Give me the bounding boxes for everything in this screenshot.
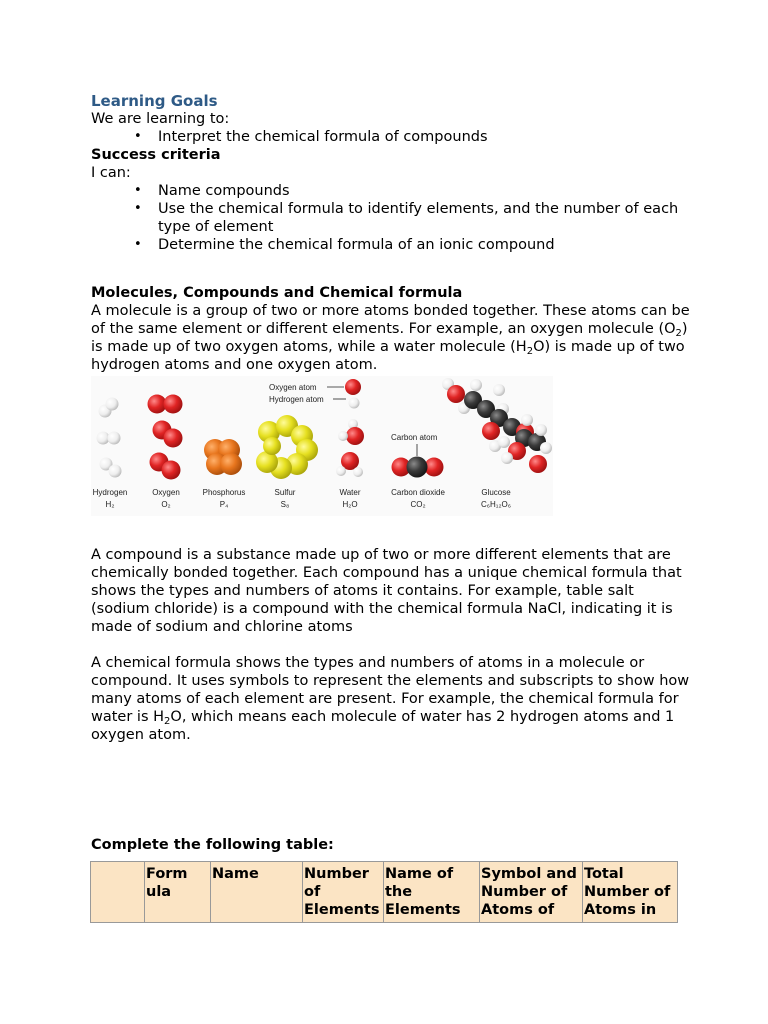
table-prompt: Complete the following table: — [91, 837, 334, 853]
molecule-captions — [93, 488, 512, 509]
caption-water-name: Water — [339, 488, 361, 497]
learning-goals-list — [91, 128, 691, 146]
list-item: • Interpret the chemical formula of compounds — [158, 128, 691, 146]
sulfur-molecule-icon — [256, 415, 318, 479]
caption-hydrogen-name: Hydrogen — [92, 488, 128, 497]
spacer — [91, 636, 691, 654]
success-criteria-intro: I can: — [91, 165, 131, 181]
spacer — [91, 744, 691, 836]
learning-goals-heading: Learning Goals — [91, 92, 218, 110]
caption-sulfur-name: Sulfur — [274, 488, 296, 497]
hydrogen-molecule-icons — [97, 398, 122, 478]
document-page — [91, 92, 691, 854]
caption-phosphorus-name: Phosphorus — [202, 488, 246, 497]
molecule-paragraph: A molecule is a group of two or more atoms bonded together. These atoms can be of the same element or different elements. For example, an oxygen molecule $(O_2)$ is made up of two oxygen atoms, while a water molecule $(H_2O)$ is made up of two hydrogen atoms and one oxygen atom. — [91, 303, 690, 373]
water-molecule-icons — [336, 419, 364, 477]
table-header-cell: Total Number of Atoms in — [583, 862, 678, 923]
carbon-dioxide-molecule-icon — [391, 433, 444, 478]
oxygen-legend-label: Oxygen atom — [269, 383, 317, 392]
hydrogen-legend-label: Hydrogen atom — [269, 395, 324, 404]
caption-carbon-dioxide-formula: CO₂ — [410, 500, 426, 509]
success-criteria-list — [91, 182, 691, 254]
oxygen-molecule-icons — [148, 395, 183, 480]
table-header-cell: Formula — [145, 862, 211, 923]
caption-carbon-dioxide-name: Carbon dioxide — [391, 488, 445, 497]
compound-paragraph: A compound is a substance made up of two or more different elements that are chemically bonded together. Each compound has a unique chemical formula that shows the types and numbers of atoms it contains. For example, table salt (sodium chloride) is a compound with the chemical formula NaCl, indicating it is made of sodium and chlorine atoms — [91, 547, 682, 635]
caption-glucose-formula: C₆H₁₂O₆ — [480, 500, 512, 509]
learning-goals-intro: We are learning to: — [91, 111, 230, 127]
formula-paragraph: A chemical formula shows the types and numbers of atoms in a molecule or compound. It uses symbols to represent the elements and subscripts to show how many atoms of each element are present. For example, the chemical formula for water is $H_2O$, which means each molecule of water has 2 hydrogen atoms and 1 oxygen atom. — [91, 655, 690, 743]
table-header-row — [91, 862, 678, 923]
success-criteria-heading: Success criteria — [91, 147, 221, 163]
molecule-figure — [91, 376, 553, 516]
list-item: • Name compounds — [158, 182, 691, 200]
caption-oxygen-name: Oxygen — [152, 488, 180, 497]
caption-water-formula: H₂O — [342, 500, 358, 509]
table-header-cell — [91, 862, 145, 923]
table-header-cell: Name of the Elements — [384, 862, 480, 923]
table-header-cell: Name — [211, 862, 303, 923]
spacer — [91, 254, 691, 284]
table-header-cell: Number of Elements — [303, 862, 384, 923]
caption-phosphorus-formula: P₄ — [219, 500, 229, 509]
spacer — [91, 516, 691, 546]
caption-oxygen-formula: O₂ — [161, 500, 171, 509]
atom-legend — [269, 379, 361, 409]
formula-table — [90, 861, 678, 923]
table-header-cell: Symbol and Number of Atoms of — [480, 862, 583, 923]
list-item: • Determine the chemical formula of an ionic compound — [158, 236, 691, 254]
carbon-legend-label: Carbon atom — [391, 433, 438, 442]
molecule-illustration — [91, 376, 553, 516]
caption-glucose-name: Glucose — [481, 488, 511, 497]
caption-hydrogen-formula: H₂ — [105, 500, 115, 509]
section-heading: Molecules, Compounds and Chemical formula — [91, 285, 463, 301]
phosphorus-molecule-icon — [204, 439, 242, 475]
list-item: • Use the chemical formula to identify elements, and the number of each type of element — [158, 200, 691, 236]
caption-sulfur-formula: S₈ — [280, 500, 290, 509]
glucose-molecule-icon — [442, 378, 552, 473]
